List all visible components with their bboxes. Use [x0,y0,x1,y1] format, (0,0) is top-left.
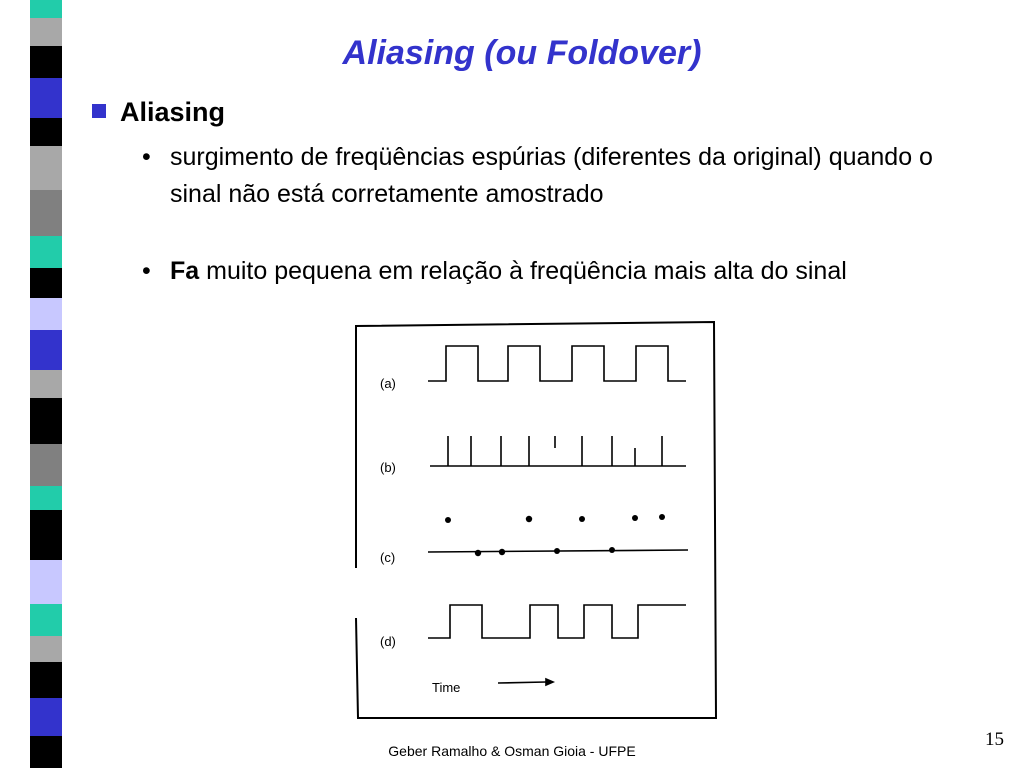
figure-label-a: (a) [380,376,396,391]
page-number: 15 [985,729,1004,750]
decorative-side-bar [30,0,62,768]
signal-a [428,346,686,381]
slide-footer: Geber Ramalho & Osman Gioia - UFPE [388,743,636,759]
bullet-dot-icon: • [142,143,151,171]
bullet-text: surgimento de freqüências espúrias (diferentes da original) quando o sinal não está corretamente amostrado [170,143,933,208]
figure-label-b: (b) [380,460,396,475]
bullet-item [142,253,970,290]
bullet-bold-term: Fa [170,257,200,285]
bullet-dot-icon: • [142,257,151,285]
level1-bullet [92,97,225,128]
bullet-item [142,139,970,213]
signal-b [430,436,686,466]
time-arrow [498,682,546,683]
figure-time-label: Time [432,680,461,695]
figure-label-c: (c) [380,550,396,565]
slide-title: Aliasing (ou Foldover) [342,34,702,72]
square-bullet-icon [92,104,106,118]
level1-text: Aliasing [120,97,226,127]
signal-d [428,605,686,638]
figure-label-d: (d) [380,634,396,649]
bullet-text: muito pequena em relação à freqüência mais alta do sinal [199,257,847,285]
aliasing-figure [350,318,722,722]
